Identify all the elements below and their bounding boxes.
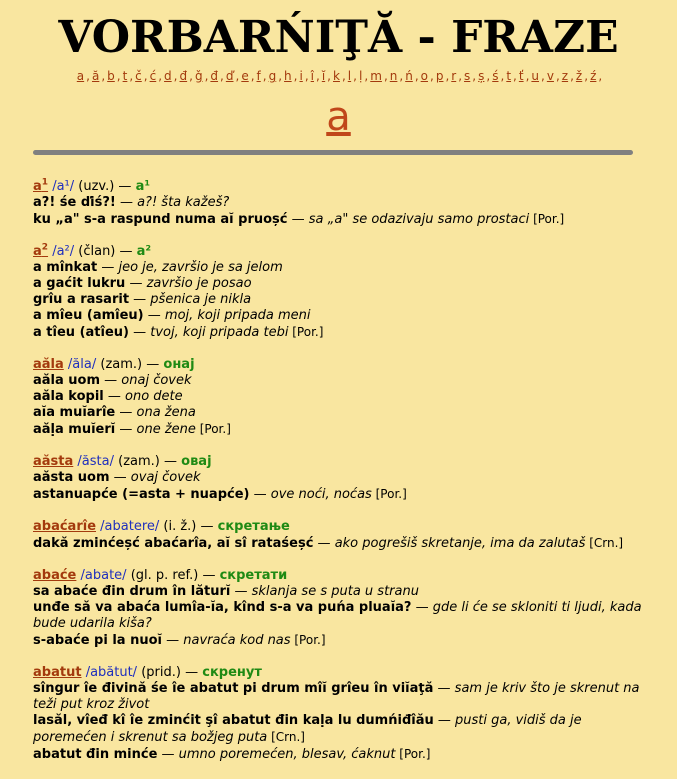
example-phrase: astanuapće (=asta + nuapće): [33, 487, 250, 502]
example-line: [33, 324, 643, 341]
example-phrase: aĭa muĭarîe: [33, 405, 116, 420]
example-dash: —: [161, 633, 184, 648]
alphabet-separator: ,: [116, 69, 121, 83]
entry-header: [33, 665, 643, 681]
example-dash: —: [433, 681, 455, 696]
example-dash: —: [230, 584, 252, 599]
entries-list: [33, 179, 643, 779]
alphabet-letter-link[interactable]: t: [506, 69, 512, 83]
alphabet-separator: ,: [173, 69, 178, 83]
translation: скретати: [219, 568, 288, 583]
alphabet-separator: ,: [250, 69, 255, 83]
example-phrase: aăsta uom: [33, 470, 110, 485]
example-dash: —: [249, 487, 271, 502]
example-phrase: a?! śe ďiś?!: [33, 195, 116, 210]
alphabet-separator: ,: [129, 69, 134, 83]
page-title: VORBARŃIŢĂ - FRAZE: [58, 12, 619, 63]
example-translation: ovaj čovek: [130, 470, 201, 485]
example-line: [33, 292, 643, 308]
example-line: [33, 405, 643, 421]
example-phrase: s-abaće pi la nuoĭ: [33, 633, 162, 648]
alphabet-separator: ,: [204, 69, 209, 83]
example-translation: ako pogrešiš skretanje, ima da zalutaš: [334, 536, 586, 551]
alphabet-letter-link[interactable]: k: [333, 69, 340, 83]
example-translation: ove noći, noćas: [270, 487, 372, 502]
alphabet-separator: ,: [429, 69, 434, 83]
example-dash: —: [411, 600, 433, 615]
headword-link[interactable]: [33, 179, 48, 194]
source-tag: [Crn.]: [267, 730, 305, 744]
dictionary-entry: [33, 357, 643, 438]
alphabet-letter-link[interactable]: m: [370, 69, 382, 83]
headword-link[interactable]: [33, 665, 82, 680]
example-dash: —: [100, 373, 122, 388]
alphabet-letter-link[interactable]: ǧ: [194, 69, 203, 83]
alphabet-separator: ,: [143, 69, 148, 83]
example-line: [33, 276, 643, 292]
alphabet-separator: ,: [414, 69, 419, 83]
example-line: [33, 632, 643, 649]
alphabet-separator: ,: [304, 69, 309, 83]
alphabet-separator: ,: [86, 69, 90, 83]
current-letter-heading: [0, 92, 677, 142]
homonym-number: 1: [41, 177, 49, 188]
alphabet-letter-link[interactable]: ď: [225, 69, 234, 83]
alphabet-letter-link[interactable]: ś: [492, 69, 499, 83]
example-phrase: grîu a rasarit: [33, 292, 130, 307]
alphabet-separator: ,: [598, 69, 603, 83]
example-translation: a?! šta kažeš?: [137, 195, 230, 210]
alphabet-letter-link[interactable]: t: [122, 69, 128, 83]
headword-text: abaće: [33, 568, 77, 583]
entry-header: [33, 244, 643, 260]
alphabet-separator: ,: [278, 69, 283, 83]
alphabet-separator: ,: [220, 69, 224, 83]
translation: скретање: [217, 519, 290, 534]
alphabet-letter-link[interactable]: ă: [91, 69, 100, 83]
alphabet-letter-link[interactable]: ș: [478, 69, 485, 83]
alphabet-letter-link[interactable]: p: [435, 69, 444, 83]
example-dash: —: [157, 747, 179, 762]
dictionary-entry: [33, 244, 643, 341]
alphabet-letter-link[interactable]: î: [310, 69, 314, 83]
alphabet-letter-link[interactable]: d: [164, 69, 172, 83]
alphabet-separator: ,: [513, 69, 517, 83]
grammar-label: (gl. p. ref.) —: [130, 568, 216, 583]
headword-link[interactable]: [33, 568, 76, 583]
example-line: [33, 535, 643, 552]
example-phrase: a gaćit lukru: [33, 276, 126, 291]
headword-link[interactable]: [33, 454, 73, 469]
example-line: [33, 746, 643, 763]
entry-header: [33, 568, 643, 584]
entry-header: [33, 357, 643, 373]
alphabet-letter-link[interactable]: đ: [179, 69, 188, 83]
pronunciation: /ăla/: [67, 357, 97, 372]
source-tag: [Por.]: [529, 212, 565, 226]
alphabet-separator: ,: [327, 69, 331, 83]
headword-text: abaćarîe: [33, 519, 97, 534]
headword-text: aăsta: [33, 454, 74, 469]
grammar-label: (prid.) —: [141, 665, 199, 680]
alphabet-separator: ,: [353, 69, 357, 83]
source-tag: [Por.]: [395, 747, 431, 761]
grammar-label: (uzv.) —: [78, 179, 132, 194]
alphabet-letter-link[interactable]: l: [347, 69, 352, 83]
translation: овај: [181, 454, 212, 469]
alphabet-separator: ,: [262, 69, 267, 83]
alphabet-letter-link[interactable]: b: [107, 69, 115, 83]
alphabet-separator: ,: [486, 69, 491, 83]
example-line: [33, 486, 643, 503]
example-translation: one žene: [136, 422, 196, 437]
pronunciation: /abatere/: [100, 519, 160, 534]
grammar-label: (član) —: [78, 244, 133, 259]
alphabet-letter-link[interactable]: h: [284, 69, 292, 83]
example-translation: pusti ga, vidiš da je poremećen i skrenut sa božjeg puta: [33, 713, 582, 745]
alphabet-separator: ,: [555, 69, 560, 83]
headword-text: a: [33, 244, 42, 259]
example-line: [33, 470, 643, 486]
entry-header: [33, 454, 643, 470]
example-dash: —: [433, 713, 455, 728]
example-line: [33, 373, 643, 389]
alphabet-letter-link[interactable]: ḷ: [358, 69, 363, 83]
example-line: [33, 584, 643, 600]
example-line: [33, 681, 643, 713]
example-translation: ona žena: [136, 405, 196, 420]
example-dash: —: [125, 276, 147, 291]
example-translation: onaj čovek: [121, 373, 192, 388]
pronunciation: /abătut/: [85, 665, 138, 680]
alphabet-separator: ,: [293, 69, 298, 83]
divider: [33, 150, 633, 155]
grammar-label: (zam.) —: [100, 357, 160, 372]
example-dash: —: [115, 422, 137, 437]
source-tag: [Por.]: [290, 633, 326, 647]
pronunciation: /a¹/: [52, 179, 75, 194]
example-translation: jeo je, završio je sa jelom: [118, 260, 283, 275]
pronunciation: /abate/: [80, 568, 127, 583]
example-dash: —: [115, 405, 137, 420]
alphabet-separator: ,: [500, 69, 505, 83]
alphabet-separator: ,: [189, 69, 193, 83]
alphabet-letter-link[interactable]: u: [531, 69, 540, 83]
alphabet-separator: ,: [364, 69, 369, 83]
translation: a¹: [135, 179, 151, 194]
alphabet-separator: ,: [235, 69, 240, 83]
example-translation: sa „a" se odazivaju samo prostaci: [308, 212, 530, 227]
example-phrase: ku „a" s-a raspund numa aĭ pruoșć: [33, 212, 288, 227]
alphabet-letter-link[interactable]: o: [420, 69, 428, 83]
example-phrase: aăla kopil: [33, 389, 104, 404]
example-line: [33, 389, 643, 405]
example-dash: —: [128, 325, 151, 340]
example-phrase: lasăl, vîeđ kî îe zminćit şî abatut đin kaḷa lu dumńiđîău: [33, 713, 434, 728]
example-translation: ono dete: [125, 389, 183, 404]
example-phrase: sa abaće đin drum în lăturĭ: [33, 584, 231, 599]
alphabet-letter-link[interactable]: r: [451, 69, 457, 83]
example-translation: tvoj, koji pripada tebi: [150, 325, 289, 340]
example-phrase: aăḷa muĭerĭ: [33, 422, 116, 437]
pronunciation: /ăsta/: [77, 454, 114, 469]
headword-link[interactable]: [33, 519, 96, 534]
homonym-number: 2: [41, 242, 49, 253]
dictionary-entry: [33, 519, 643, 552]
example-phrase: aăla uom: [33, 373, 101, 388]
alphabet-letter-link[interactable]: f: [256, 69, 261, 83]
alphabet-nav: [0, 68, 677, 84]
dictionary-entry: [33, 665, 643, 763]
headword-link[interactable]: [33, 357, 64, 372]
dictionary-entry: [33, 454, 643, 503]
example-translation: umno poremećen, blesav, ćaknut: [178, 747, 396, 762]
alphabet-letter-link[interactable]: č: [135, 69, 142, 83]
source-tag: [Por.]: [195, 422, 231, 436]
source-tag: [Crn.]: [585, 536, 624, 550]
headword-text: aăla: [33, 357, 64, 372]
example-dash: —: [129, 292, 151, 307]
alphabet-letter-link[interactable]: n: [389, 69, 398, 83]
example-dash: —: [287, 212, 309, 227]
alphabet-letter-link[interactable]: v: [546, 69, 554, 83]
example-phrase: unđe să va abaća lumîa-ĭa, kînd s-a va puńa pluaĭa?: [33, 600, 412, 615]
example-dash: —: [115, 195, 138, 210]
alphabet-letter-link[interactable]: ź: [590, 69, 597, 83]
example-dash: —: [103, 389, 126, 404]
headword-text: a: [33, 179, 42, 194]
alphabet-letter-link[interactable]: ĭ: [321, 69, 326, 83]
alphabet-separator: ,: [383, 69, 388, 83]
alphabet-letter-link[interactable]: đ: [210, 69, 219, 83]
alphabet-letter-link[interactable]: g: [268, 69, 277, 83]
translation: скренут: [202, 665, 262, 680]
example-translation: gde li će se skloniti ti ljudi, kada bude udarila kiša?: [33, 600, 642, 631]
example-translation: sam je kriv što je skrenut na teži put kroz život: [33, 681, 640, 712]
grammar-label: (zam.) —: [118, 454, 177, 469]
example-translation: moj, koji pripada meni: [164, 308, 311, 323]
alphabet-separator: ,: [570, 69, 574, 83]
alphabet-letter-link[interactable]: a: [76, 69, 85, 83]
current-letter[interactable]: a: [326, 94, 351, 140]
alphabet-letter-link[interactable]: s: [464, 69, 471, 83]
translation: онај: [163, 357, 195, 372]
alphabet-letter-link[interactable]: ń: [405, 69, 413, 83]
source-tag: [Por.]: [288, 325, 324, 339]
example-phrase: sîngur îe đivină śe îe abatut pi drum mîĭ grîeu în viĭaţă: [33, 681, 434, 696]
alphabet-separator: ,: [399, 69, 404, 83]
alphabet-separator: ,: [458, 69, 463, 83]
alphabet-letter-link[interactable]: i: [299, 69, 303, 83]
alphabet-separator: ,: [101, 69, 106, 83]
dictionary-entry: [33, 179, 643, 228]
alphabet-separator: ,: [472, 69, 477, 83]
alphabet-letter-link[interactable]: ž: [575, 69, 583, 83]
dictionary-entry: [33, 568, 643, 649]
alphabet-separator: ,: [541, 69, 545, 83]
alphabet-separator: ,: [584, 69, 589, 83]
alphabet-separator: ,: [316, 69, 320, 83]
alphabet-letter-link[interactable]: e: [241, 69, 249, 83]
example-line: [33, 713, 643, 746]
example-translation: navraća kod nas: [183, 633, 291, 648]
headword-text: abatut: [33, 665, 82, 680]
translation: a²: [136, 244, 152, 259]
example-phrase: a mînkat: [33, 260, 98, 275]
example-dash: —: [313, 536, 335, 551]
example-dash: —: [109, 470, 131, 485]
alphabet-letter-link[interactable]: ť: [518, 69, 524, 83]
example-line: [33, 600, 643, 632]
example-line: [33, 260, 643, 276]
example-dash: —: [97, 260, 119, 275]
source-tag: [Por.]: [371, 487, 407, 501]
entry-header: [33, 179, 643, 195]
example-line: [33, 308, 643, 324]
example-line: [33, 211, 643, 228]
example-translation: pšenica je nikla: [150, 292, 252, 307]
headword-link[interactable]: [33, 244, 48, 259]
alphabet-separator: ,: [341, 69, 346, 83]
example-phrase: abatut đin minće: [33, 747, 158, 762]
example-dash: —: [143, 308, 165, 323]
example-phrase: dakă zminćeșć abaćarîa, aĭ sî rataśeșć: [33, 536, 314, 551]
alphabet-letter-link[interactable]: z: [561, 69, 569, 83]
alphabet-letter-link[interactable]: ć: [149, 69, 157, 83]
example-translation: sklanja se s puta u stranu: [251, 584, 419, 599]
alphabet-separator: ,: [525, 69, 530, 83]
pronunciation: /a²/: [52, 244, 75, 259]
entry-header: [33, 519, 643, 535]
grammar-label: (i. ž.) —: [163, 519, 214, 534]
alphabet-separator: ,: [445, 69, 450, 83]
example-phrase: a mîeu (amîeu): [33, 308, 144, 323]
example-line: [33, 195, 643, 211]
alphabet-separator: ,: [158, 69, 163, 83]
example-line: [33, 421, 643, 438]
example-translation: završio je posao: [146, 276, 252, 291]
example-phrase: a tîeu (atîeu): [33, 325, 129, 340]
